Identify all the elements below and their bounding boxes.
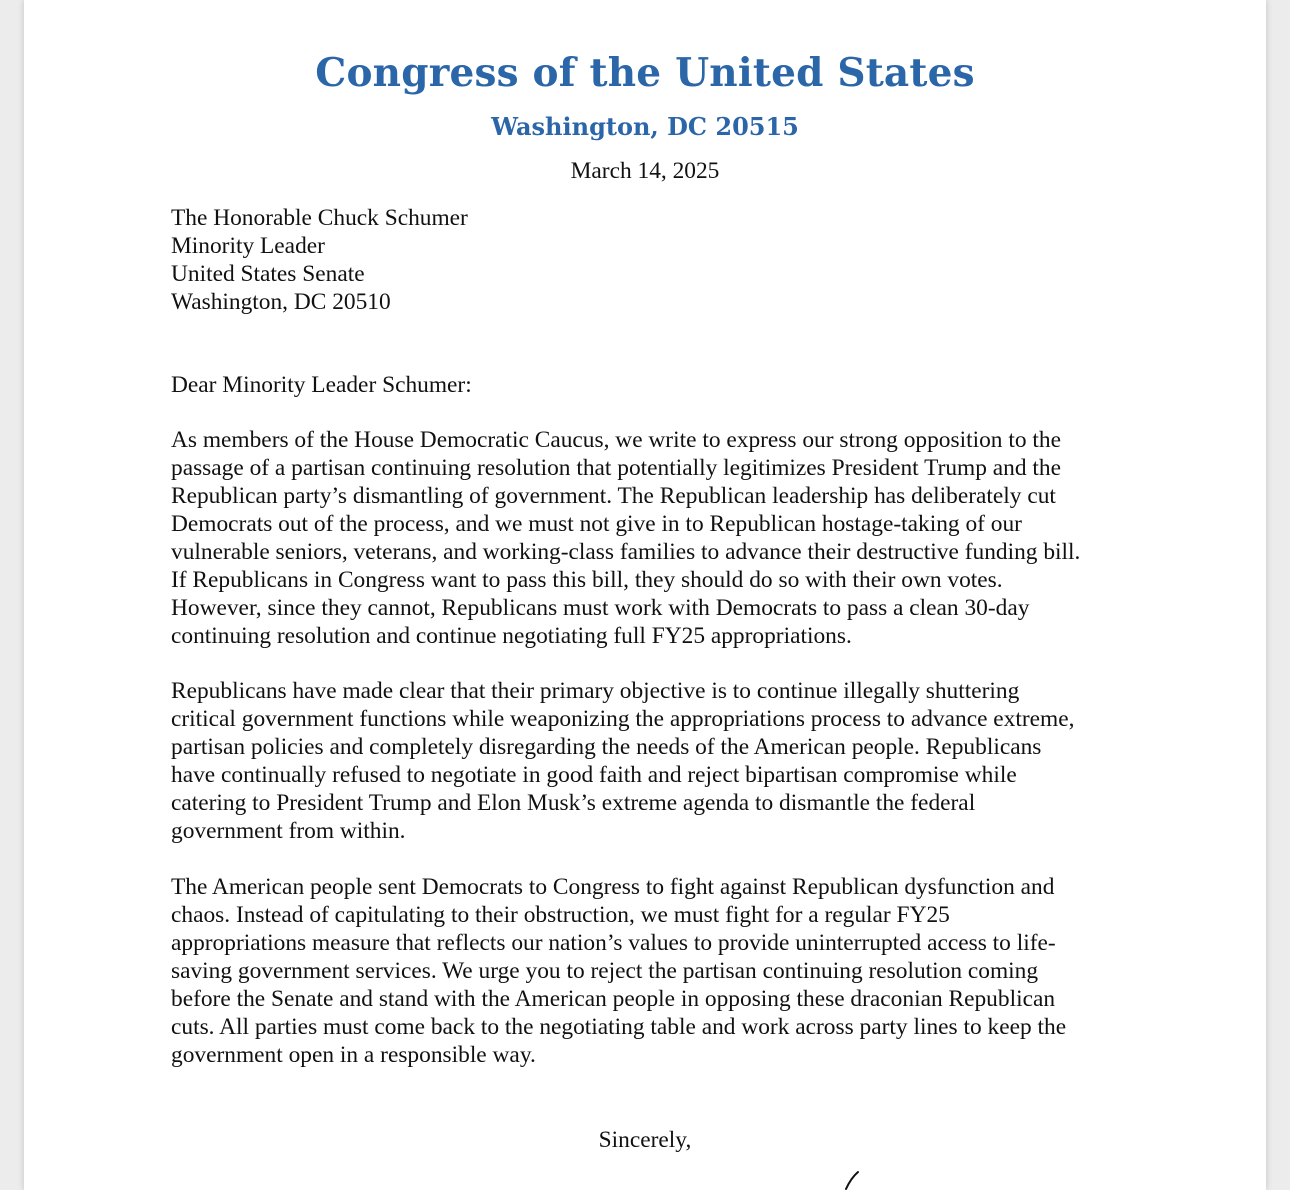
- paragraph-line: Democrats out of the process, and we must not give in to Republican hostage-taking of our: [171, 511, 1022, 537]
- paragraph-line: partisan policies and completely disregarding the needs of the American people. Republicans: [171, 734, 1042, 760]
- paragraph-line: catering to President Trump and Elon Musk’s extreme agenda to dismantle the federal: [171, 790, 976, 816]
- body-paragraph-3: [171, 873, 1131, 1069]
- paragraph-line: saving government services. We urge you to reject the partisan continuing resolution coming: [171, 958, 1039, 984]
- paragraph-line: appropriations measure that reflects our nation’s values to provide uninterrupted access to life-: [171, 930, 1056, 956]
- closing: Sincerely,: [598, 1127, 692, 1153]
- signature-stroke: [842, 1170, 872, 1190]
- recipient-title: Minority Leader: [171, 233, 325, 259]
- paragraph-line: cuts. All parties must come back to the negotiating table and work across party lines to keep the: [171, 1014, 1067, 1040]
- paragraph-line: However, since they cannot, Republicans must work with Democrats to pass a clean 30-day: [171, 595, 1030, 621]
- recipient-address: [171, 204, 468, 316]
- paragraph-line: government from within.: [171, 818, 406, 844]
- letterhead-subtitle: Washington, DC 20515: [491, 112, 799, 141]
- recipient-organization: United States Senate: [171, 261, 365, 287]
- paragraph-line: chaos. Instead of capitulating to their obstruction, we must fight for a regular FY25: [171, 902, 950, 928]
- paragraph-line: have continually refused to negotiate in good faith and reject bipartisan compromise while: [171, 762, 1017, 788]
- paragraph-line: passage of a partisan continuing resolution that potentially legitimizes President Trump and the: [171, 455, 1061, 481]
- paragraph-line: vulnerable seniors, veterans, and working-class families to advance their destructive funding bill.: [171, 539, 1081, 565]
- paragraph-line: Republican party’s dismantling of government. The Republican leadership has deliberately cut: [171, 483, 1056, 509]
- body-paragraph-1: [171, 426, 1131, 650]
- paragraph-line: The American people sent Democrats to Congress to fight against Republican dysfunction and: [171, 874, 1055, 900]
- paragraph-line: If Republicans in Congress want to pass this bill, they should do so with their own votes.: [171, 567, 1003, 593]
- letter-date: March 14, 2025: [570, 158, 720, 184]
- letterhead-title: Congress of the United States: [315, 50, 975, 96]
- recipient-name: The Honorable Chuck Schumer: [171, 205, 468, 231]
- paragraph-line: government open in a responsible way.: [171, 1042, 536, 1068]
- body-paragraph-2: [171, 677, 1131, 845]
- paragraph-line: continuing resolution and continue negotiating full FY25 appropriations.: [171, 623, 852, 649]
- paragraph-line: before the Senate and stand with the American people in opposing these draconian Republican: [171, 986, 1056, 1012]
- paragraph-line: As members of the House Democratic Caucus, we write to express our strong opposition to the: [171, 427, 1061, 453]
- salutation: Dear Minority Leader Schumer:: [171, 372, 472, 398]
- letter-page: [24, 0, 1266, 1190]
- paragraph-line: critical government functions while weaponizing the appropriations process to advance extreme,: [171, 706, 1075, 732]
- recipient-city: Washington, DC 20510: [171, 289, 391, 315]
- paragraph-line: Republicans have made clear that their primary objective is to continue illegally shuttering: [171, 678, 1020, 704]
